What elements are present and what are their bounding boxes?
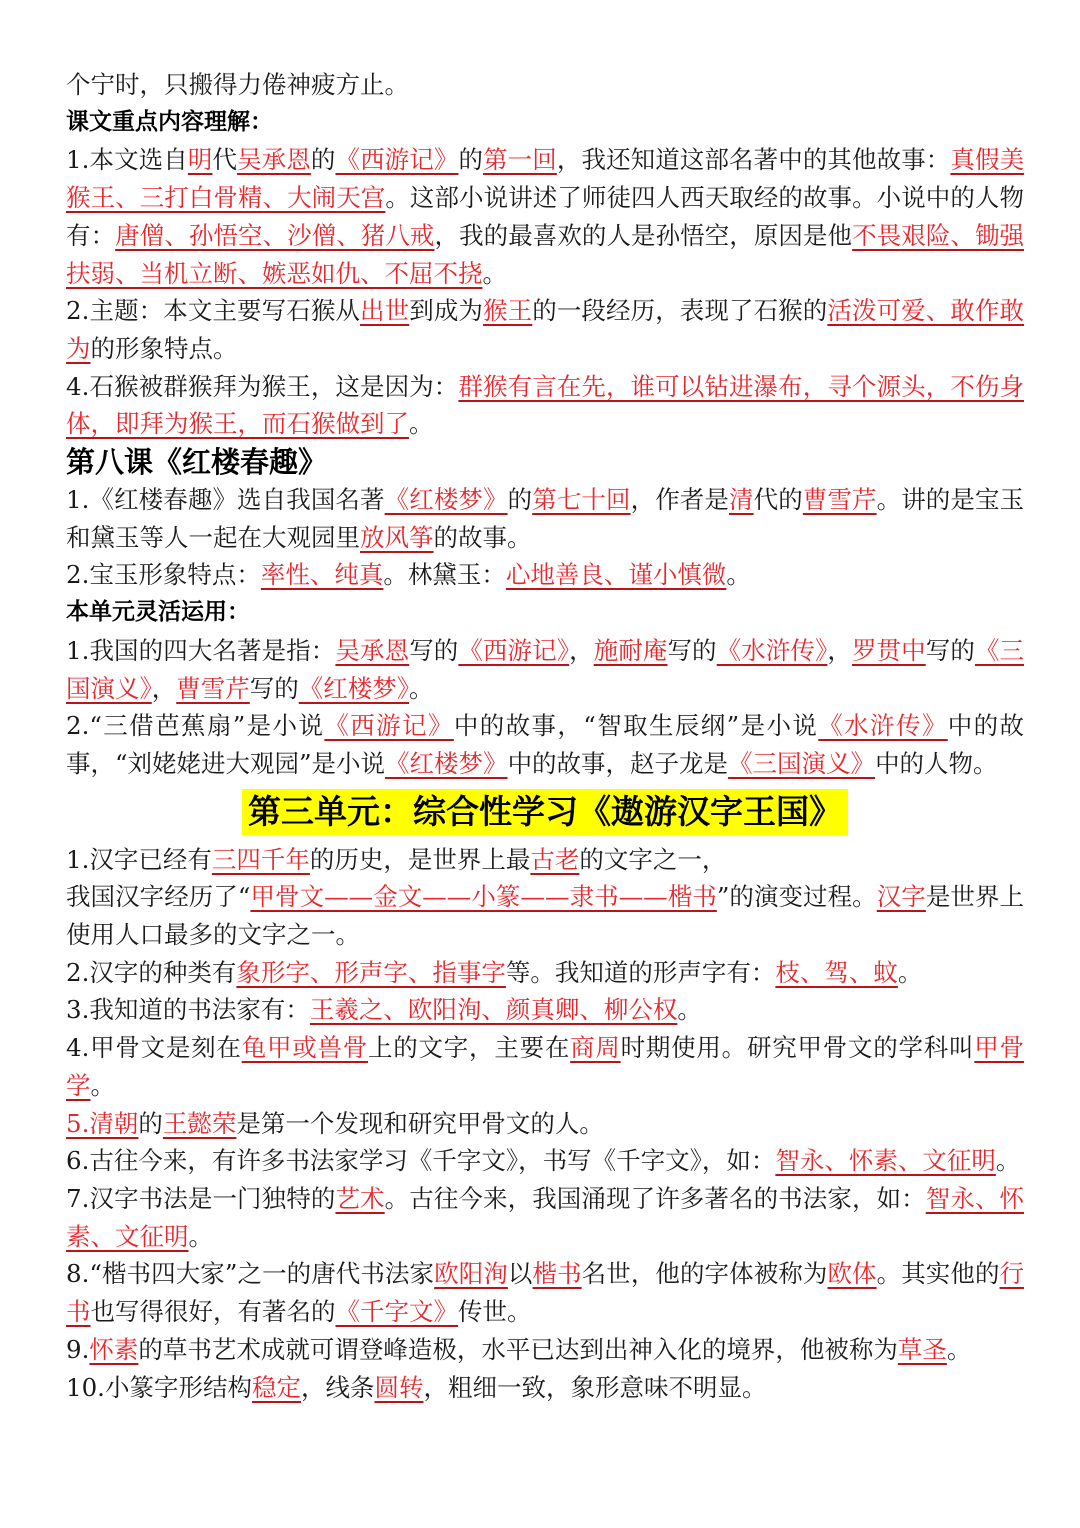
text: 也写得很好，有著名的 (90, 1297, 336, 1327)
answer: 吴承恩 (335, 635, 410, 665)
text: 的文字之一， (579, 844, 727, 874)
answer: 明 (187, 145, 213, 175)
text: 个宁时，只搬得力倦神疲方止。 (66, 70, 409, 99)
answer: 《千字文》 (335, 1297, 458, 1327)
answer: 出世 (360, 296, 410, 326)
unit-3-title-wrap (66, 783, 1024, 841)
text: 7.汉字书法是一门独特的 (66, 1183, 336, 1213)
text: 。其实他的 (876, 1259, 1000, 1289)
text: 的 (138, 1108, 163, 1138)
answer: 清 (729, 485, 754, 515)
text: 中的故事，“智取生辰纲”是小说 (453, 711, 819, 741)
text: 等。我知道的形声字有： (505, 957, 776, 987)
text: 10.小篆字形结构 (66, 1372, 252, 1402)
text: 2.主题：本文主要写石猴从 (66, 296, 361, 326)
text: 。林黛玉： (383, 560, 506, 590)
answer: 曹雪芹 (176, 673, 250, 703)
unit-3-item-9 (66, 1331, 1024, 1369)
text: 。 (946, 1334, 972, 1364)
text: ”的演变过程。 (716, 882, 877, 912)
answer: 率性、纯真 (260, 560, 384, 590)
answer: 罗贯中 (851, 635, 926, 665)
text: 的 (507, 485, 533, 515)
text: 3.我知道的书法家有： (66, 995, 310, 1025)
item-4 (66, 368, 1024, 443)
text: 中的人物。 (875, 748, 998, 778)
unit-item-2 (66, 707, 1024, 782)
text: 。 (897, 957, 923, 987)
unit-3-item-2 (66, 954, 1024, 992)
answer: 吴承恩 (237, 145, 311, 175)
answer: 群猴有言在先，谁可以钻进瀑布，寻个源头，不伤身体，即拜为猴王，而石猴做到了 (66, 371, 1025, 439)
unit-3-item-7 (66, 1180, 1024, 1255)
answer: 《水浒传》 (818, 711, 948, 741)
answer: 真假美猴王、三打白骨精、大闹天宫 (66, 145, 1025, 213)
answer: 《红楼梦》 (298, 673, 409, 703)
answer: 甲骨学 (66, 1033, 1025, 1100)
unit-3-item-10 (66, 1369, 1024, 1407)
unit-3-item-8 (66, 1255, 1024, 1330)
section-heading-unit-apply: 本单元灵活运用： (66, 599, 250, 626)
text: 写的 (249, 673, 299, 703)
text: 代 (212, 145, 238, 175)
answer: 《西游记》 (458, 635, 570, 665)
answer: 《西游记》 (324, 711, 454, 741)
text: 1.《红楼春趣》选自我国名著 (66, 485, 385, 515)
unit-3-item-1 (66, 841, 1024, 954)
paragraph-continuation (66, 66, 1024, 104)
text: 写的 (667, 635, 717, 665)
text: 我国汉字经历了“ (66, 882, 251, 912)
text: 到成为 (409, 296, 484, 326)
answer: 不畏艰险、锄强扶弱、当机立断、嫉恶如仇、不屈不挠 (66, 220, 1025, 288)
answer: 汉字 (876, 882, 926, 912)
answer: 智永、怀素、文征明 (775, 1146, 996, 1176)
answer: 施耐庵 (593, 635, 668, 665)
text: 1.本文选自 (66, 145, 188, 175)
text: 。 (482, 258, 507, 288)
text: 写的 (409, 635, 459, 665)
text: ， (151, 673, 177, 703)
text: 1.汉字已经有 (66, 844, 212, 874)
answer: 《红楼梦》 (385, 748, 508, 778)
text: ，粗细一致，象形意味不明显。 (423, 1372, 767, 1402)
unit-item-1 (66, 632, 1024, 707)
answer: 欧体 (827, 1259, 877, 1289)
answer: 唐僧、孙悟空、沙僧、猪八戒 (115, 220, 435, 250)
answer: 王懿荣 (162, 1108, 237, 1138)
lesson-8-item-2 (66, 556, 1024, 594)
text: 的草书艺术成就可谓登峰造极，水平已达到出神入化的境界，他被称为 (138, 1334, 898, 1364)
answer: 猴王 (483, 296, 533, 326)
text: 时期使用。研究甲骨文的学科叫 (620, 1033, 975, 1063)
answer: 艺术 (335, 1183, 385, 1213)
text: 的故事。 (433, 522, 532, 552)
text: 代的 (753, 485, 803, 515)
unit-3-item-6 (66, 1142, 1024, 1180)
text: ，我还知道这部名著中的其他故事： (556, 145, 951, 175)
text: 。这部小说讲述了师徒四人西天取经的故事。小说中的人物有： (66, 183, 1025, 250)
answer: 商周 (570, 1033, 621, 1063)
answer: 曹雪芹 (802, 485, 877, 515)
text: 。 (677, 995, 702, 1025)
text: 的一段经历，表现了石猴的 (532, 296, 828, 326)
text: 。 (726, 560, 751, 590)
text: 。 (409, 673, 434, 703)
item-2 (66, 292, 1024, 367)
text: 。 (90, 1070, 115, 1100)
unit-3-title: 第三单元：综合性学习《遨游汉字王国》 (242, 789, 848, 835)
text: 。古往今来，我国涌现了许多著名的书法家，如： (384, 1183, 926, 1213)
text: 2.宝玉形象特点： (66, 560, 261, 590)
answer: 甲骨文——金文——小篆——隶书——楷书 (250, 882, 717, 912)
answer: 《三国演义》 (66, 635, 1025, 703)
text: ，我的最喜欢的人是孙悟空，原因是他 (434, 220, 853, 250)
item-1 (66, 141, 1024, 292)
section-heading-lesson-key: 课文重点内容理解： (66, 108, 273, 135)
answer: 怀素 (89, 1334, 139, 1364)
answer: 5.清朝 (66, 1108, 139, 1138)
answer: 欧阳洵 (434, 1259, 508, 1289)
answer: 象形字、形声字、指事字 (236, 957, 506, 987)
text: ， (569, 635, 594, 665)
unit-3-item-5 (66, 1105, 1024, 1143)
answer: 三四千年 (211, 844, 310, 874)
answer: 《西游记》 (335, 145, 459, 175)
text: 1.我国的四大名著是指： (66, 635, 336, 665)
text: 9. (66, 1334, 90, 1364)
text: 。 (995, 1146, 1021, 1176)
answer: 龟甲或兽骨 (241, 1033, 369, 1063)
text: ， (827, 635, 852, 665)
lesson-8-item-1 (66, 481, 1024, 556)
text: 。 (188, 1221, 213, 1251)
text: 传世。 (458, 1297, 532, 1327)
answer: 活泼可爱、敢作敢为 (66, 296, 1025, 363)
text: 。 (409, 409, 434, 439)
text: 的 (310, 145, 336, 175)
text: 2.“三借芭蕉扇”是小说 (66, 711, 325, 741)
text: 的形象特点。 (90, 333, 238, 363)
text: 中的故事，“刘姥姥进大观园”是小说 (66, 711, 1025, 778)
answer: 放风筝 (360, 522, 434, 552)
answer: 稳定 (251, 1372, 301, 1402)
text: 6.古往今来，有许多书法家学习《千字文》，书写《千字文》，如： (66, 1146, 776, 1176)
text: 的历史，是世界上最 (309, 844, 531, 874)
text: 名世，他的字体被称为 (581, 1259, 828, 1289)
lesson-8-heading: 第八课《红楼春趣》 (66, 445, 328, 480)
answer: 草圣 (897, 1334, 947, 1364)
text: 是世界上使用人口最多的文字之一。 (66, 882, 1025, 950)
text: 4.甲骨文是刻在 (66, 1033, 242, 1063)
answer: 智永、怀素、文征明 (66, 1183, 1025, 1251)
answer: 王羲之、欧阳洵、颜真卿、柳公权 (309, 995, 678, 1025)
unit-3-item-4 (66, 1029, 1024, 1104)
answer: 圆转 (374, 1372, 424, 1402)
text: 上的文字，主要在 (368, 1033, 571, 1063)
unit-3-item-3 (66, 991, 1024, 1029)
text: 4.石猴被群猴拜为猴王，这是因为： (66, 371, 459, 401)
answer: 枝、驾、蚊 (775, 957, 898, 987)
answer: 行书 (66, 1259, 1025, 1327)
answer: 《红楼梦》 (384, 485, 508, 515)
answer: 古老 (530, 844, 580, 874)
text: 的 (458, 145, 484, 175)
text: 8.“楷书四大家”之一的唐代书法家 (66, 1259, 435, 1289)
text: 。讲的是宝玉和黛玉等人一起在大观园里 (66, 485, 1025, 552)
answer: 第七十回 (532, 485, 631, 515)
text: 中的故事，赵子龙是 (507, 748, 729, 778)
text: 写的 (925, 635, 975, 665)
text: ，线条 (300, 1372, 375, 1402)
answer: 心地善良、谨小慎微 (505, 560, 727, 590)
answer: 《三国演义》 (728, 748, 876, 778)
text: ，作者是 (630, 485, 729, 515)
answer: 第一回 (483, 145, 557, 175)
answer: 楷书 (532, 1259, 582, 1289)
answer: 《水浒传》 (716, 635, 828, 665)
text: 是第一个发现和研究甲骨文的人。 (236, 1108, 604, 1138)
text: 2.汉字的种类有 (66, 957, 237, 987)
text: 以 (507, 1259, 533, 1289)
